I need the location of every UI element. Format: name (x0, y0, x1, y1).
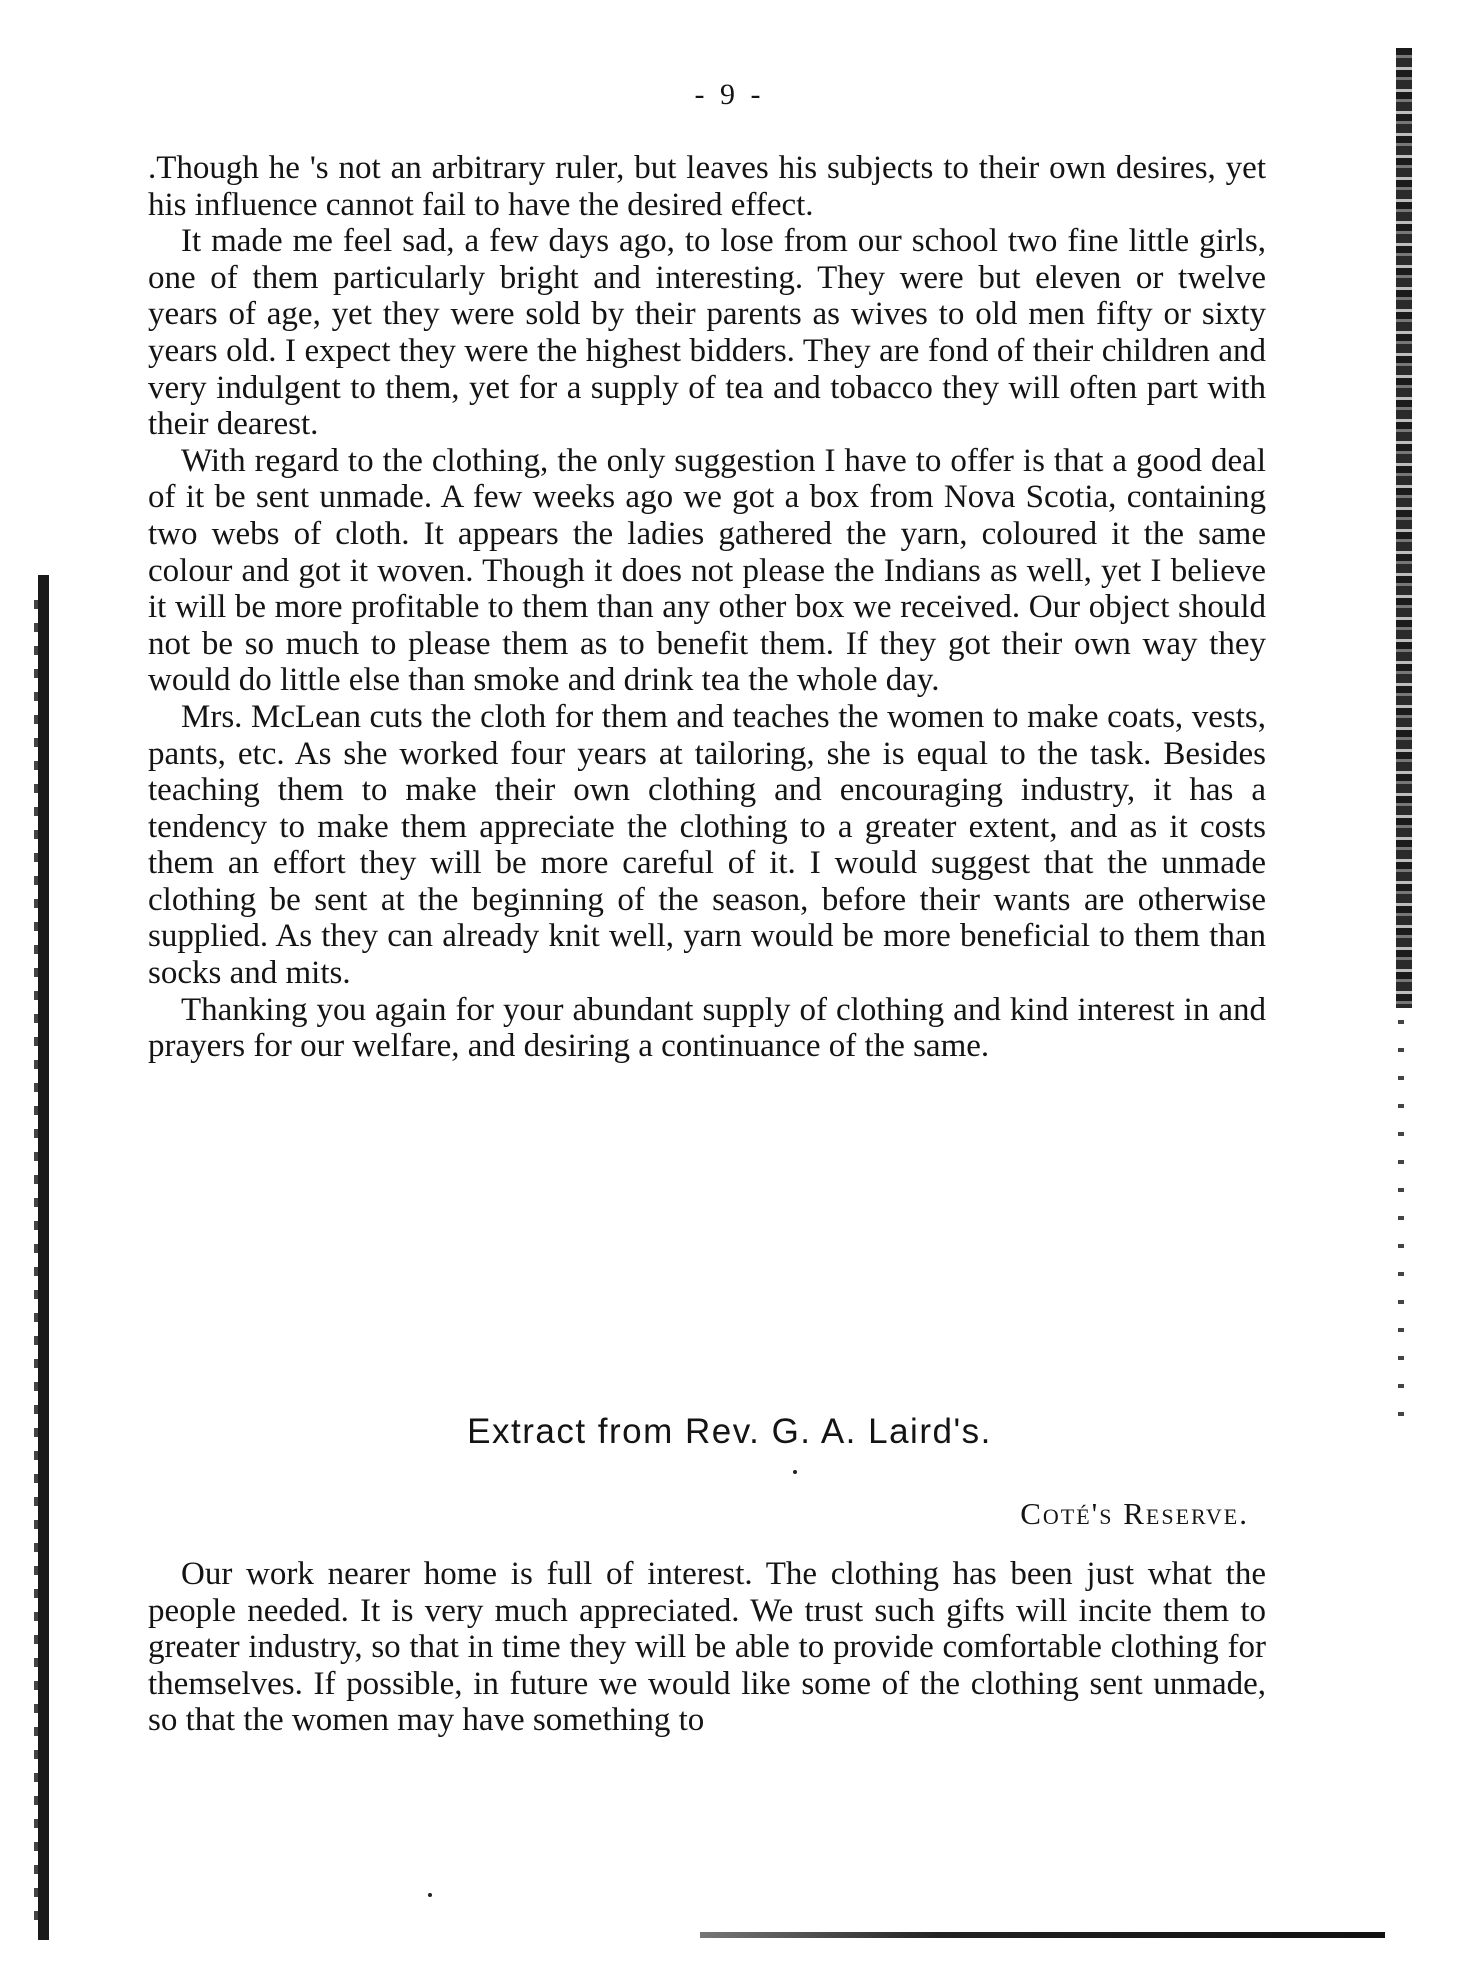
paragraph: Our work nearer home is full of interest. The clothing has been just what the people needed. It is very much appreciated. We trust such gifts will incite them to greater industry, so that in time they will be able to provide comfortable clothing for themselves. If possible, in future we would like some of the clothing sent unmade, so that the women may have something to (148, 1556, 1266, 1739)
scan-left-edge-mottle (34, 600, 38, 1920)
scan-right-edge-lower (1398, 1020, 1404, 1440)
bottom-rule (700, 1932, 1385, 1938)
paragraph: Mrs. McLean cuts the cloth for them and teaches the women to make coats, vests, pants, etc. As she worked four years at tailoring, she is equal to the task. Besides teaching them to make their own clothing and encouraging industry, it has a tendency to make them appreciate the clothing to a greater extent, and as it costs them an effort they will be more careful of it. I would suggest that the unmade clothing be sent at the beginning of the season, before their wants are otherwise supplied. As they can already knit well, yarn would be more beneficial to them than socks and mits. (148, 698, 1266, 992)
paragraph: With regard to the clothing, the only suggestion I have to offer is that a good deal of it be sent unmade. A few weeks ago we got a box from Nova Scotia, containing two webs of cloth. It appears the ladies gathered the yarn, coloured it the same colour and got it woven. Though it does not please the Indians as well, yet I believe it will be more profitable to them than any other box we received. Our object should not be so much to please them as to benefit them. If they got their own way they would do little else than smoke and drink tea the whole day. (148, 442, 1266, 699)
paragraph: Thanking you again for your abundant supply of clothing and kind interest in and prayers for our welfare, and desiring a continuance of the same. (148, 991, 1266, 1065)
speck-mark (428, 1893, 432, 1897)
speck-mark (793, 1470, 797, 1474)
paragraph: .Though he 's not an arbitrary ruler, but leaves his subjects to their own desires, yet his influence cannot fail to have the desired effect. (148, 150, 1266, 223)
extract-body (148, 1556, 1266, 1739)
paragraph: It made me feel sad, a few days ago, to lose from our school two fine little girls, one of them particularly bright and interesting. They were but eleven or twelve years of age, yet they were sold by their parents as wives to old men fifty or sixty years old. I expect they were the highest bidders. They are fond of their children and very indulgent to them, yet for a supply of tea and tobacco they will often part with their dearest. (148, 223, 1266, 443)
section-heading: Extract from Rev. G. A. Laird's. (467, 1412, 992, 1451)
page-number: - 9 - (694, 78, 765, 111)
letter-continuation (148, 150, 1266, 1065)
place-line: Coté's Reserve. (1020, 1496, 1249, 1531)
scan-left-edge (38, 575, 49, 1940)
scan-right-edge (1396, 48, 1412, 1008)
